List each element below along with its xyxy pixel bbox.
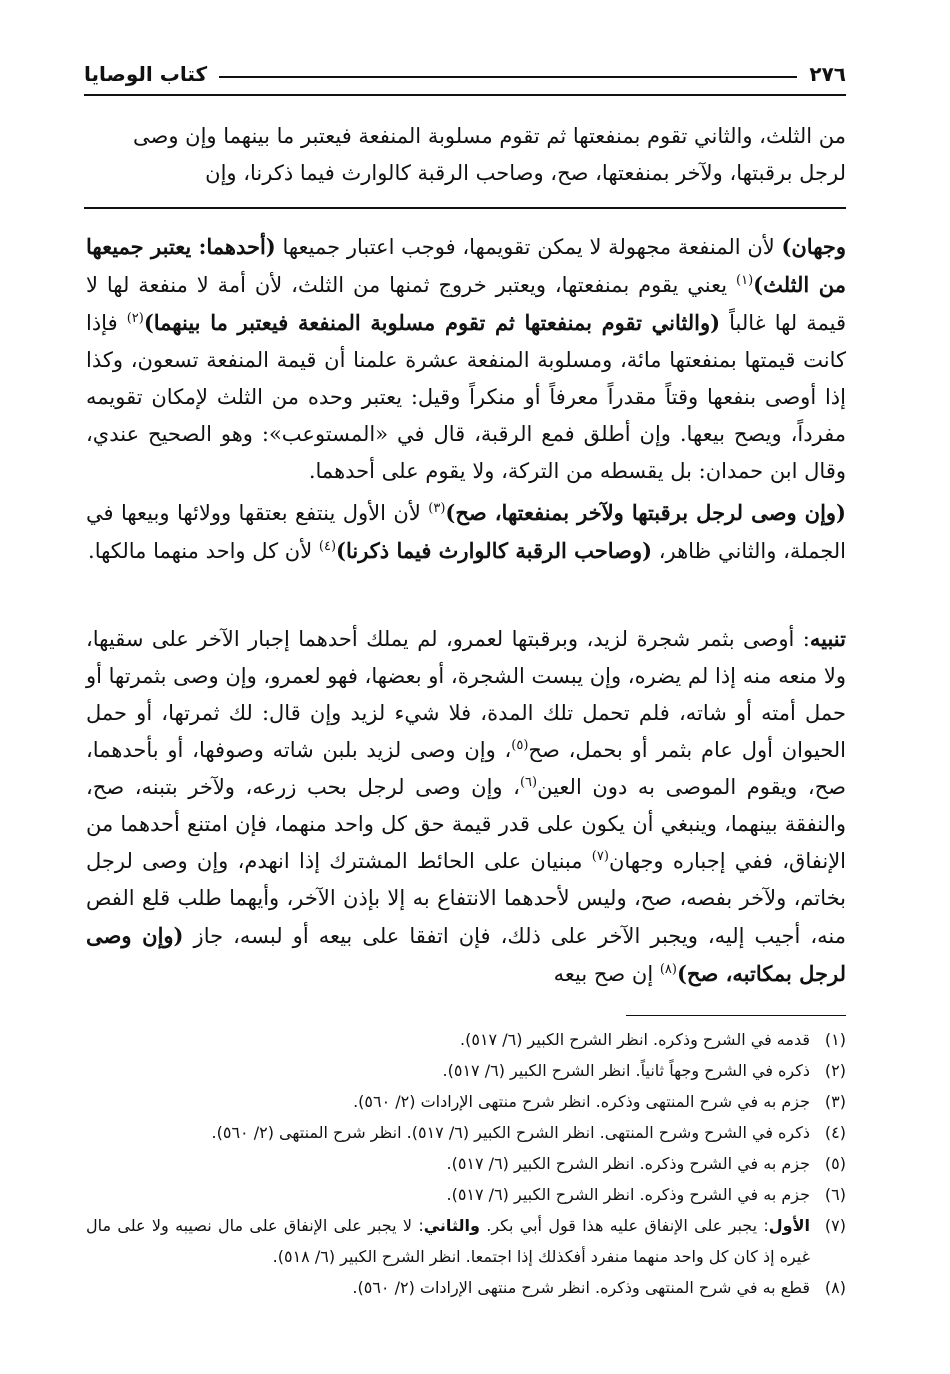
footnote-text: قطع به في شرح المنتهى وذكره. انظر شرح منتهى الإرادات (٢/ ٥٦٠). <box>352 1278 810 1297</box>
header-divider <box>84 94 846 96</box>
footnote-number: (٣) <box>824 1092 846 1111</box>
footnote-text: جزم به في الشرح وذكره. انظر الشرح الكبير (٦/ ٥١٧). <box>446 1154 810 1173</box>
footnote-item <box>86 1148 846 1179</box>
footnote-ref[interactable]: (٥) <box>511 738 529 753</box>
commentary-text: فإذا كانت قيمتها بمنفعتها مائة، ومسلوبة المنفعة عشرة علمنا أن قيمة المنفعة تسعون، وكذا إذا أوصى بنفعها وقتاً مقدراً معرفاً أو منكراً وقيل: يعتبر وحده من الثلث لإمكان تقويمه مفرداً، ويصح بيعها. وإن أطلق فمع الرقبة، قال في «المستوعب»: وهو الصحيح عندي، وقال ابن حمدان: بل يقسطه من التركة، ولا يقوم على أحدهما. <box>86 311 846 483</box>
matn-line: لرجل برقبتها، ولآخر بمنفعتها، صح، وصاحب الرقبة كالوارث فيما ذكرنا، وإن <box>205 161 846 185</box>
matn-quote: (والثاني تقوم بمنفعتها ثم تقوم مسلوبة المنفعة فيعتبر ما بينهما) <box>143 310 721 335</box>
page-number: ٢٧٦ <box>809 62 846 86</box>
book-title: كتاب الوصايا <box>84 62 208 86</box>
footnote-ref[interactable]: (٨) <box>659 962 677 977</box>
footnote-number: (٤) <box>824 1123 846 1142</box>
commentary-paragraph <box>86 620 846 993</box>
commentary-paragraph <box>86 228 846 490</box>
commentary-text: ، وإن وصى لزيد بلبن شاته وصوفها، أو بأحدهما، صح، ويقوم الموصى به دون العين <box>86 738 846 799</box>
footnote-item <box>86 1086 846 1117</box>
commentary-text: ، وإن وصى لرجل بحب زرعه، ولآخر بتبنه، صح، والنفقة بينهما، وينبغي أن يكون على قدر قيمة حق كل واحد منهما، فإن امتنع أحدهما من الإنفاق، ففي إجباره وجهان <box>86 775 846 873</box>
running-header <box>84 52 846 92</box>
footnote-ref[interactable]: (٧) <box>591 849 609 864</box>
footnote-item <box>86 1179 846 1210</box>
matn-quote: وجهان) <box>781 234 846 259</box>
footnote-bold-label: الأول <box>768 1216 811 1235</box>
matn-quote: (أحدهما: يعتبر جميعها من الثلث) <box>86 234 847 297</box>
commentary-text: يعني يقوم بمنفعتها، ويعتبر خروج ثمنها من الثلث، لأن أمة لا منفعة لها لا قيمة لها غالباً <box>86 273 847 335</box>
footnote-text: ذكره في الشرح وجهاً ثانياً. انظر الشرح الكبير (٦/ ٥١٧). <box>442 1061 810 1080</box>
footnote-ref[interactable]: (٢) <box>126 311 144 326</box>
matn-quote: (وإن وصى لرجل بمكاتبه، صح) <box>86 923 846 986</box>
footnote-item <box>86 1024 846 1055</box>
footnote-text-part: : لا يجبر على الإنفاق على مال نصيبه ولا على مال غيره إذ كان كل واحد منهما منفرد أفكذلك إذا اجتمعا. انظر الشرح الكبير (٦/ ٥١٨). <box>86 1216 810 1266</box>
footnote-number: (٦) <box>824 1185 846 1204</box>
footnote-ref[interactable]: (٤) <box>318 539 337 554</box>
commentary-text: لأن الأول ينتفع بعتقها وولائها وبيعها في الجملة، والثاني ظاهر، <box>86 501 846 563</box>
footnote-text-part: : يجبر على الإنفاق عليه هذا قول أبي بكر. <box>479 1216 769 1235</box>
matn-line: من الثلث، والثاني تقوم بمنفعتها ثم تقوم مسلوبة المنفعة فيعتبر ما بينهما وإن وصى <box>133 124 846 148</box>
footnote-divider <box>626 1015 846 1016</box>
matn-quote: (وإن وصى لرجل برقبتها ولآخر بمنفعتها، صح) <box>445 500 846 525</box>
commentary-text: مبنيان على الحائط المشترك إذا انهدم، وإن وصى لرجل بخاتم، ولآخر بفصه، صح، وليس لأحدهما الانتفاع به إلا بإذن الآخر، وأيهما طلب قلع الفص منه، أجيب إليه، ويجبر الآخر على ذلك، فإن اتفقا على بيعه أو لبسه، جاز <box>86 849 846 948</box>
footnote-ref[interactable]: (٣) <box>428 501 446 516</box>
header-rule-segment <box>219 76 797 78</box>
footnote-ref[interactable]: (٦) <box>519 775 538 790</box>
footnote-item <box>86 1055 846 1086</box>
footnote-text <box>86 1210 810 1272</box>
footnote-text: قدمه في الشرح وذكره. انظر الشرح الكبير (٦/ ٥١٧). <box>460 1030 810 1049</box>
footnote-number: (١) <box>824 1030 846 1049</box>
footnote-item <box>86 1210 846 1272</box>
commentary-text: إن صح بيعه <box>553 962 660 986</box>
footnote-text: ذكره في الشرح وشرح المنتهى. انظر الشرح الكبير (٦/ ٥١٧). انظر شرح المنتهى (٢/ ٥٦٠). <box>211 1123 810 1142</box>
footnote-number: (٢) <box>824 1061 846 1080</box>
footnote-text: جزم به في الشرح وذكره. انظر الشرح الكبير (٦/ ٥١٧). <box>446 1185 810 1204</box>
matn-text <box>86 118 846 192</box>
footnote-item <box>86 1117 846 1148</box>
commentary-text: لأن كل واحد منهما مالكها. <box>88 539 319 563</box>
commentary-paragraph <box>86 494 846 570</box>
footnote-ref[interactable]: (١) <box>736 273 754 288</box>
note-label: تنبيه <box>809 626 846 651</box>
matn-sharh-separator <box>84 207 846 209</box>
matn-quote: (وصاحب الرقبة كالوارث فيما ذكرنا) <box>336 538 653 563</box>
footnote-bold-label: والثاني <box>423 1216 480 1235</box>
footnote-item <box>86 1272 846 1303</box>
commentary-text: لأن المنفعة مجهولة لا يمكن تقويمها، فوجب اعتبار جميعها <box>275 235 782 259</box>
footnote-number: (٧) <box>824 1216 846 1235</box>
footnote-number: (٨) <box>824 1278 846 1297</box>
footnote-number: (٥) <box>824 1154 846 1173</box>
footnote-text: جزم به في شرح المنتهى وذكره. انظر شرح منتهى الإرادات (٢/ ٥٦٠). <box>353 1092 810 1111</box>
footnotes <box>86 1024 846 1303</box>
commentary-text: : أوصى بثمر شجرة لزيد، وبرقبتها لعمرو، لم يملك أحدهما إجبار الآخر على سقيها، ولا منعه منه إذا لم يضره، وإن يبست الشجرة، أو بعضها، فهو لعمرو، وإن وصى بثمرتها أو حمل أمته أو شاته، فلم تحمل تلك المدة، فلا شيء لزيد وإن قال: لك ثمرتها، أو حمل الحيوان أول عام بثمر أو بحمل، صح <box>86 627 846 762</box>
